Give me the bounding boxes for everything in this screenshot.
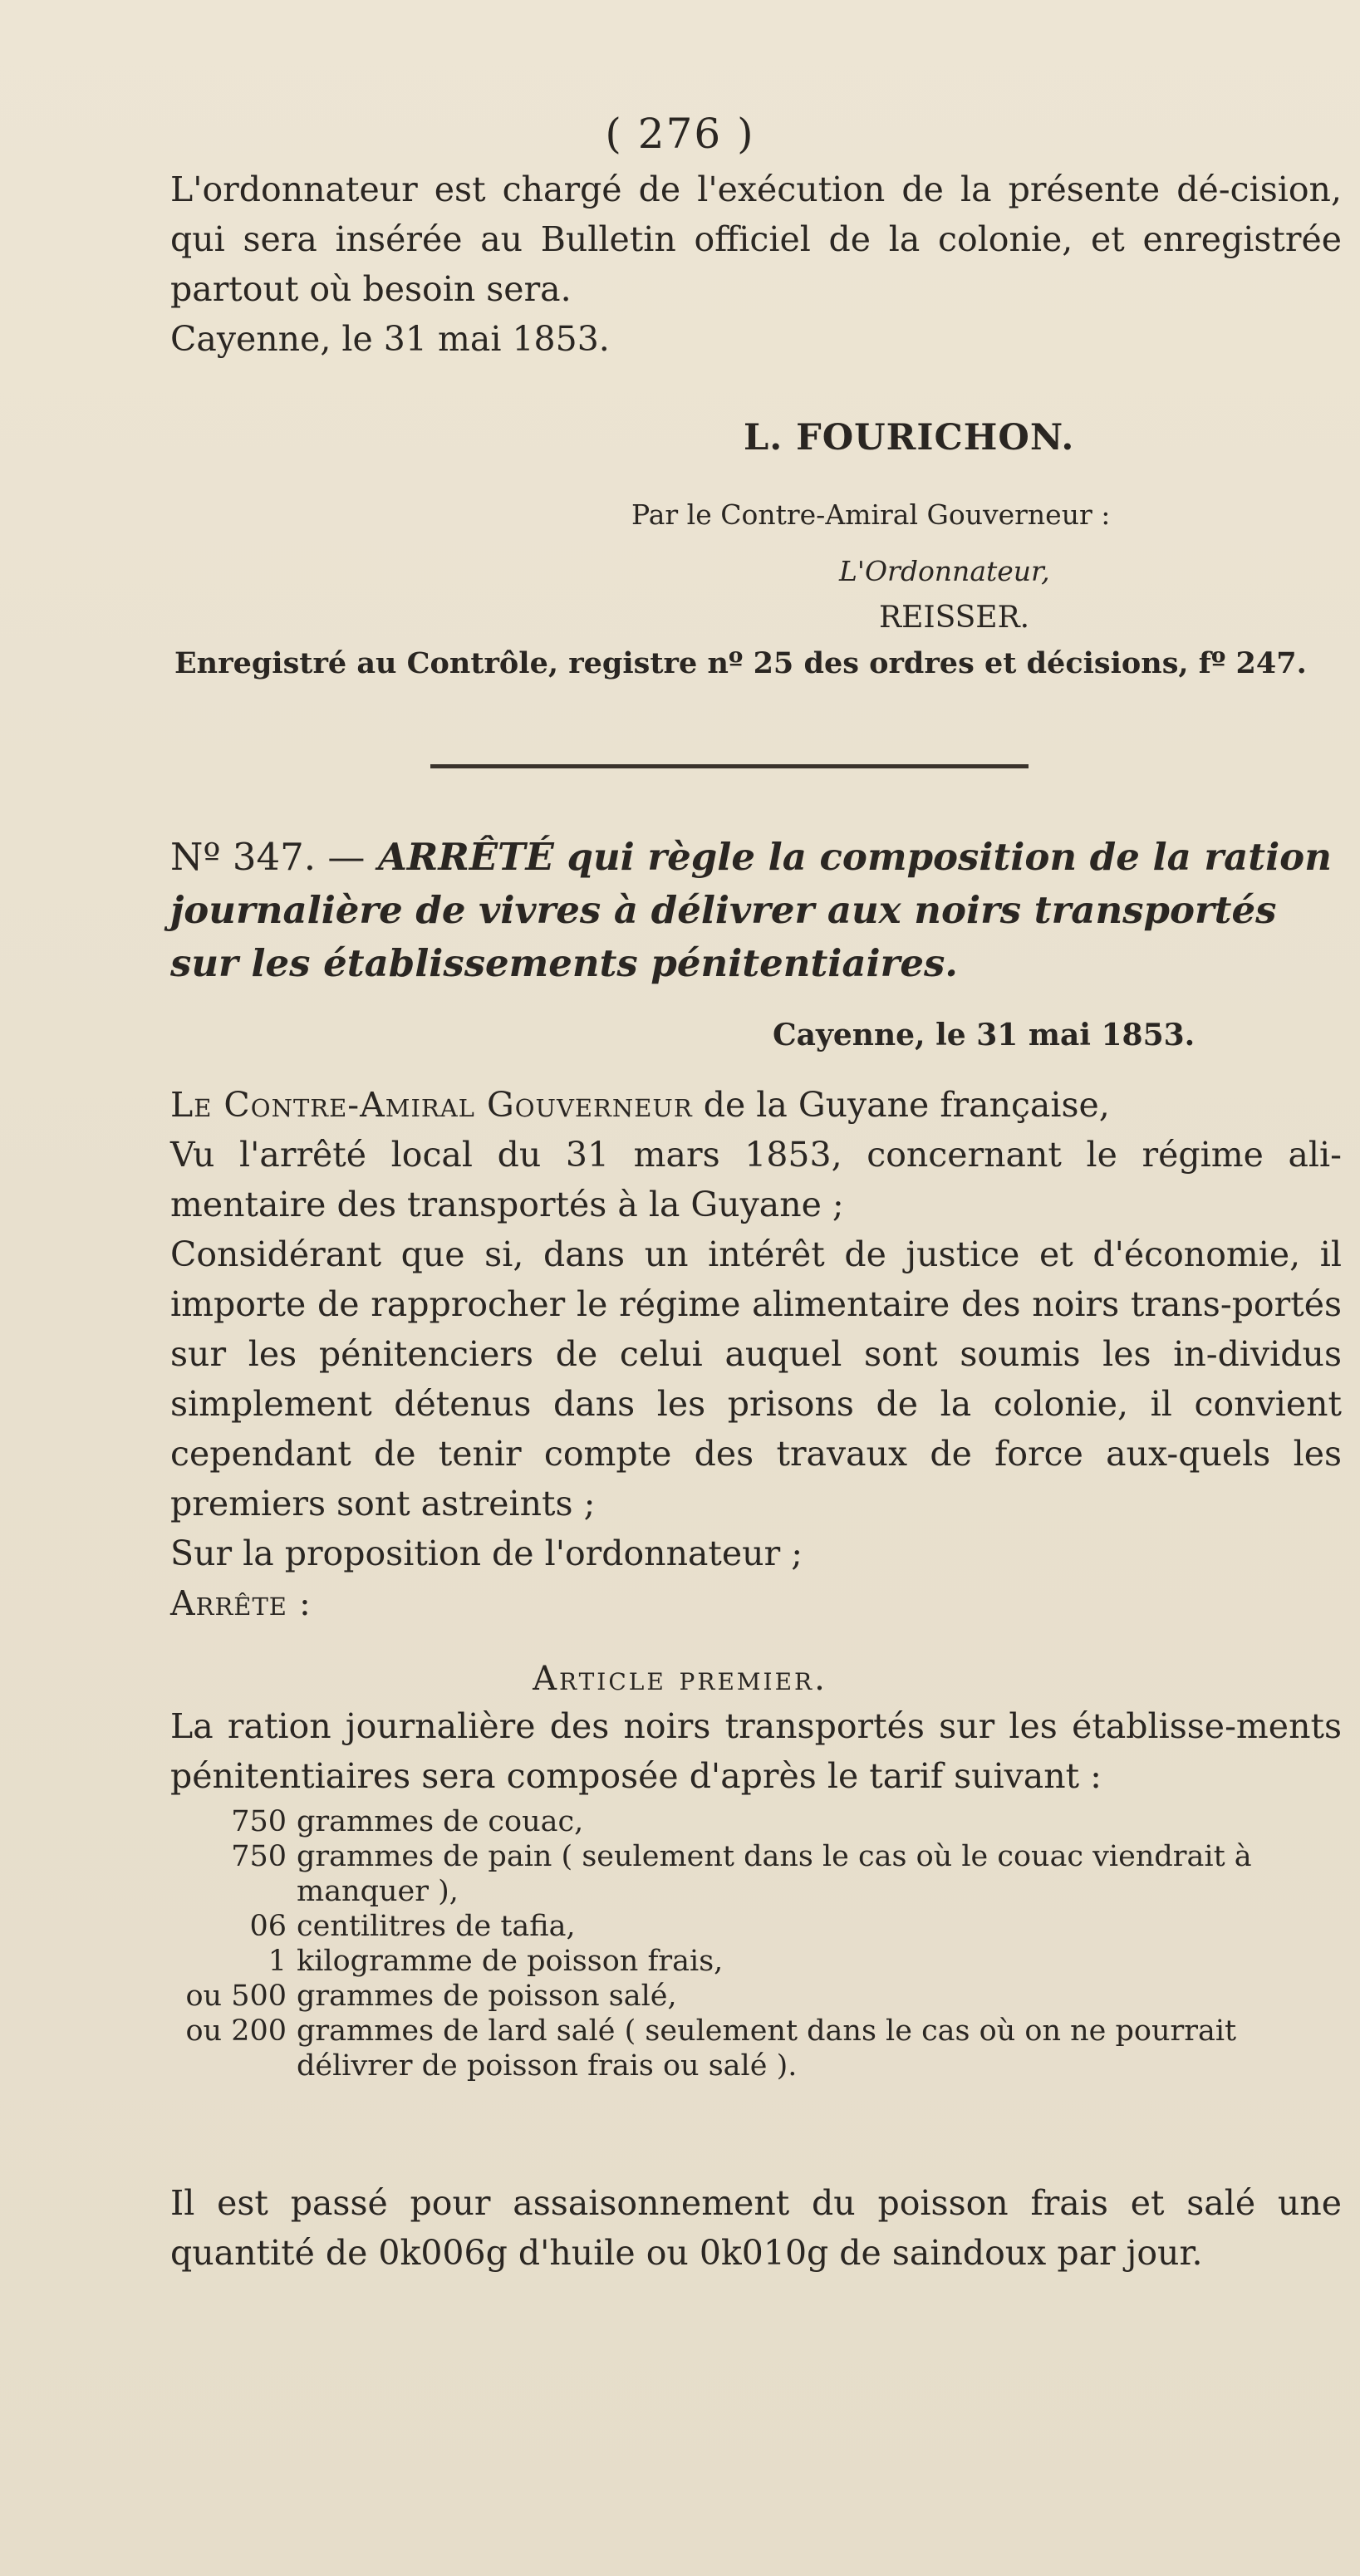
intro-block (170, 164, 1342, 364)
decree-title-text: ARRÊTÉ qui règle la composition de la ration journalière de vivres à délivrer aux noirs transportés sur les établissements pénitentiaires. (170, 835, 1332, 985)
ration-amount: 1 (268, 1945, 287, 1978)
ration-continuation: manquer ), (297, 1875, 459, 1908)
list-item (170, 1909, 1342, 1944)
list-item (170, 1804, 1342, 1839)
signature-name: L. FOURICHON. (744, 417, 1075, 459)
ration-amount: ou 500 (185, 1980, 287, 2013)
ration-text: grammes de pain ( seulement dans le cas où le couac viendrait à (297, 1840, 1252, 1873)
governor-rest: de la Guyane française, (692, 1085, 1110, 1125)
list-item (170, 1979, 1342, 2014)
list-item (170, 1944, 1342, 1979)
decree-title (170, 831, 1342, 990)
ration-text: grammes de lard salé ( seulement dans le cas où on ne pourrait (297, 2014, 1237, 2048)
ration-text: grammes de couac, (297, 1805, 584, 1838)
intro-paragraph: L'ordonnateur est chargé de l'exécution de la présente dé-cision, qui sera insérée au Bulletin officiel de la colonie, et enregistrée partout où besoin sera. (170, 169, 1342, 309)
ration-amount: 750 (231, 1840, 287, 1873)
decree-date: Cayenne, le 31 mai 1853. (773, 1018, 1196, 1052)
intro-date: Cayenne, le 31 mai 1853. (170, 319, 610, 359)
registration-line: Enregistré au Contrôle, registre nº 25 des ordres et décisions, fº 247. (174, 646, 1307, 680)
ration-amount: 750 (231, 1805, 287, 1838)
ration-amount: ou 200 (185, 2014, 287, 2048)
list-item (170, 2014, 1342, 2083)
page-number: ( 276 ) (605, 110, 755, 158)
signature-by: Par le Contre-Amiral Gouverneur : (631, 498, 1111, 531)
vu-paragraph: Vu l'arrêté local du 31 mars 1853, concernant le régime ali-mentaire des transportés à la Guyane ; (170, 1135, 1342, 1224)
ration-list (170, 1804, 1342, 2083)
arrete-line: Arrête : (170, 1583, 312, 1623)
considerant-paragraph: Considérant que si, dans un intérêt de justice et d'économie, il importe de rapprocher le régime alimentaire des noirs trans-portés sur les pénitenciers de celui auquel sont soumis les in-dividus simplement détenus dans les prisons de la colonie, il convient cependant de tenir compte des travaux de force aux-quels les premiers sont astreints ; (170, 1234, 1342, 1524)
signature-role: L'Ordonnateur, (839, 555, 1050, 587)
closing-paragraph: Il est passé pour assaisonnement du poisson frais et salé une quantité de 0k006g d'huile ou 0k010g de saindoux par jour. (170, 2183, 1342, 2273)
decree-opening (170, 1080, 1342, 1130)
ration-continuation: délivrer de poisson frais ou salé ). (297, 2049, 798, 2083)
article-heading: Article premier. (533, 1660, 827, 1698)
ration-text: grammes de poisson salé, (297, 1980, 677, 2013)
signature-official: REISSER. (879, 601, 1030, 635)
article-text: La ration journalière des noirs transportés sur les établisse-ments pénitentiaires sera composée d'après le tarif suivant : (170, 1706, 1342, 1796)
ration-text: centilitres de tafia, (297, 1910, 576, 1943)
article-body (170, 1701, 1342, 1801)
decree-number: Nº 347. — (170, 835, 366, 879)
ration-text: kilogramme de poisson frais, (297, 1945, 724, 1978)
separator-rule (430, 764, 1029, 768)
closing-block (170, 2178, 1342, 2278)
governor-caps: Le Contre-Amiral Gouverneur (170, 1085, 693, 1125)
list-item (170, 1839, 1342, 1909)
proposition-paragraph: Sur la proposition de l'ordonnateur ; (170, 1533, 803, 1573)
ration-amount: 06 (249, 1910, 287, 1943)
decree-body (170, 1080, 1342, 1628)
